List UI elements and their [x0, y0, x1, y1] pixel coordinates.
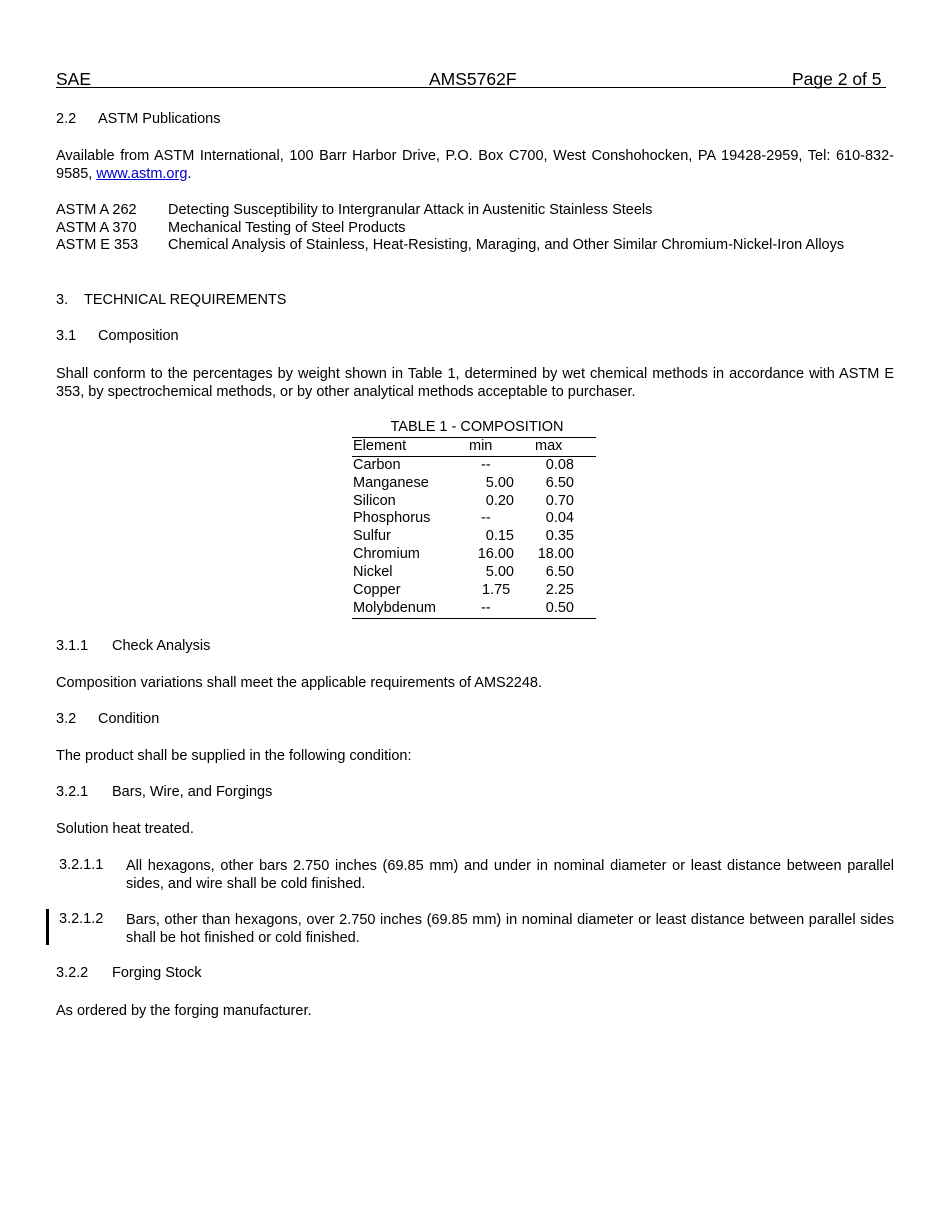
section-number: 2.2 — [56, 111, 77, 127]
table-row — [352, 528, 596, 546]
section-number: 3.2 — [56, 711, 77, 727]
element-cell: Chromium — [353, 546, 420, 563]
reference-item — [56, 202, 894, 220]
column-header: min — [469, 437, 493, 454]
reference-code: ASTM E 353 — [56, 237, 139, 253]
section-number: 3.1 — [56, 328, 77, 344]
forging-stock-text: As ordered by the forging manufacturer. — [56, 1003, 312, 1019]
reference-code: ASTM A 370 — [56, 219, 137, 236]
section-number: 3. — [56, 292, 69, 308]
max-cell: 0.70 — [545, 492, 574, 509]
astm-availability-text: Available from ASTM International, 100 Barr Harbor Drive, P.O. Box C700, West Conshohocken, PA 19428-2959, Tel: 610-832-9585, — [56, 148, 894, 182]
table-row — [352, 475, 596, 493]
section-title: Condition — [98, 711, 160, 727]
element-cell: Silicon — [353, 492, 396, 509]
table-row — [352, 564, 596, 582]
min-cell: 5.00 — [485, 564, 514, 581]
bars-wire-forgings-text: Solution heat treated. — [56, 821, 194, 837]
reference-code: ASTM A 262 — [56, 202, 137, 218]
revision-change-bar — [46, 909, 49, 945]
section-number: 3.2.1.1 — [59, 857, 104, 873]
max-cell: 0.04 — [545, 510, 574, 527]
column-header: max — [535, 437, 563, 454]
subsection-text: All hexagons, other bars 2.750 inches (69.85 mm) and under in nominal diameter or least distance between parallel sides, and wire shall be cold finished. — [126, 858, 894, 892]
composition-paragraph: Shall conform to the percentages by weight shown in Table 1, determined by wet chemical methods in accordance with ASTM E 353, by spectrochemical methods, or by other analytical methods acceptable to purchaser. — [56, 366, 894, 400]
min-cell: -- — [481, 456, 491, 473]
section-number: 3.2.1.2 — [59, 911, 104, 927]
max-cell: 2.25 — [545, 582, 574, 599]
section-number: 3.2.1 — [56, 784, 89, 800]
max-cell: 0.08 — [545, 456, 574, 473]
element-cell: Phosphorus — [353, 510, 431, 527]
max-cell: 6.50 — [545, 564, 574, 581]
subsection-text: Bars, other than hexagons, over 2.750 inches (69.85 mm) in nominal diameter or least distance between parallel sides shall be hot finished or cold finished. — [126, 912, 894, 946]
min-cell: 0.15 — [485, 528, 514, 545]
min-cell: 0.20 — [485, 492, 514, 509]
section-title: Forging Stock — [112, 965, 202, 981]
max-cell: 6.50 — [545, 474, 574, 491]
table-row — [352, 493, 596, 511]
table-row — [352, 457, 596, 475]
element-cell: Sulfur — [353, 528, 391, 545]
table-row — [352, 546, 596, 564]
composition-table — [352, 419, 596, 619]
period: . — [187, 166, 192, 182]
astm-website-link[interactable]: www.astm.org — [96, 166, 188, 182]
table-row — [352, 582, 596, 600]
header-rule — [56, 87, 886, 88]
table-row — [352, 600, 596, 618]
section-title: Check Analysis — [112, 638, 211, 654]
check-analysis-text: Composition variations shall meet the applicable requirements of AMS2248. — [56, 675, 543, 691]
element-cell: Carbon — [353, 456, 401, 473]
section-title: Composition — [98, 328, 179, 344]
condition-text: The product shall be supplied in the following condition: — [56, 748, 412, 764]
section-number: 3.2.2 — [56, 965, 89, 981]
element-cell: Molybdenum — [353, 599, 437, 616]
min-cell: 1.75 — [482, 582, 511, 599]
column-header: Element — [353, 437, 407, 454]
min-cell: 5.00 — [485, 474, 514, 491]
table-row — [352, 510, 596, 528]
header-doc-number: AMS5762F — [429, 69, 517, 89]
reference-title: Mechanical Testing of Steel Products — [168, 219, 406, 236]
reference-item — [56, 220, 894, 238]
table-caption: TABLE 1 - COMPOSITION — [390, 419, 564, 435]
reference-title: Chemical Analysis of Stainless, Heat-Resisting, Maraging, and Other Similar Chromium-Nickel-Iron Alloys — [168, 237, 845, 253]
table-header-row — [352, 437, 596, 457]
max-cell: 0.35 — [545, 528, 574, 545]
min-cell: -- — [481, 599, 491, 616]
header-page-number: Page 2 of 5 — [792, 69, 882, 89]
element-cell: Manganese — [353, 474, 429, 491]
reference-title: Detecting Susceptibility to Intergranular Attack in Austenitic Stainless Steels — [168, 202, 653, 218]
section-title: Bars, Wire, and Forgings — [112, 784, 273, 800]
section-title: ASTM Publications — [98, 111, 221, 127]
max-cell: 0.50 — [545, 599, 574, 616]
max-cell: 18.00 — [537, 546, 574, 563]
reference-item — [56, 237, 894, 273]
element-cell: Nickel — [353, 564, 393, 581]
section-title: TECHNICAL REQUIREMENTS — [84, 292, 287, 308]
section-number: 3.1.1 — [56, 638, 89, 654]
element-cell: Copper — [353, 582, 401, 599]
header-left: SAE — [56, 69, 92, 89]
astm-availability-paragraph — [56, 147, 894, 183]
table-bottom-rule — [352, 618, 596, 619]
min-cell: 16.00 — [477, 546, 514, 563]
min-cell: -- — [481, 510, 491, 527]
